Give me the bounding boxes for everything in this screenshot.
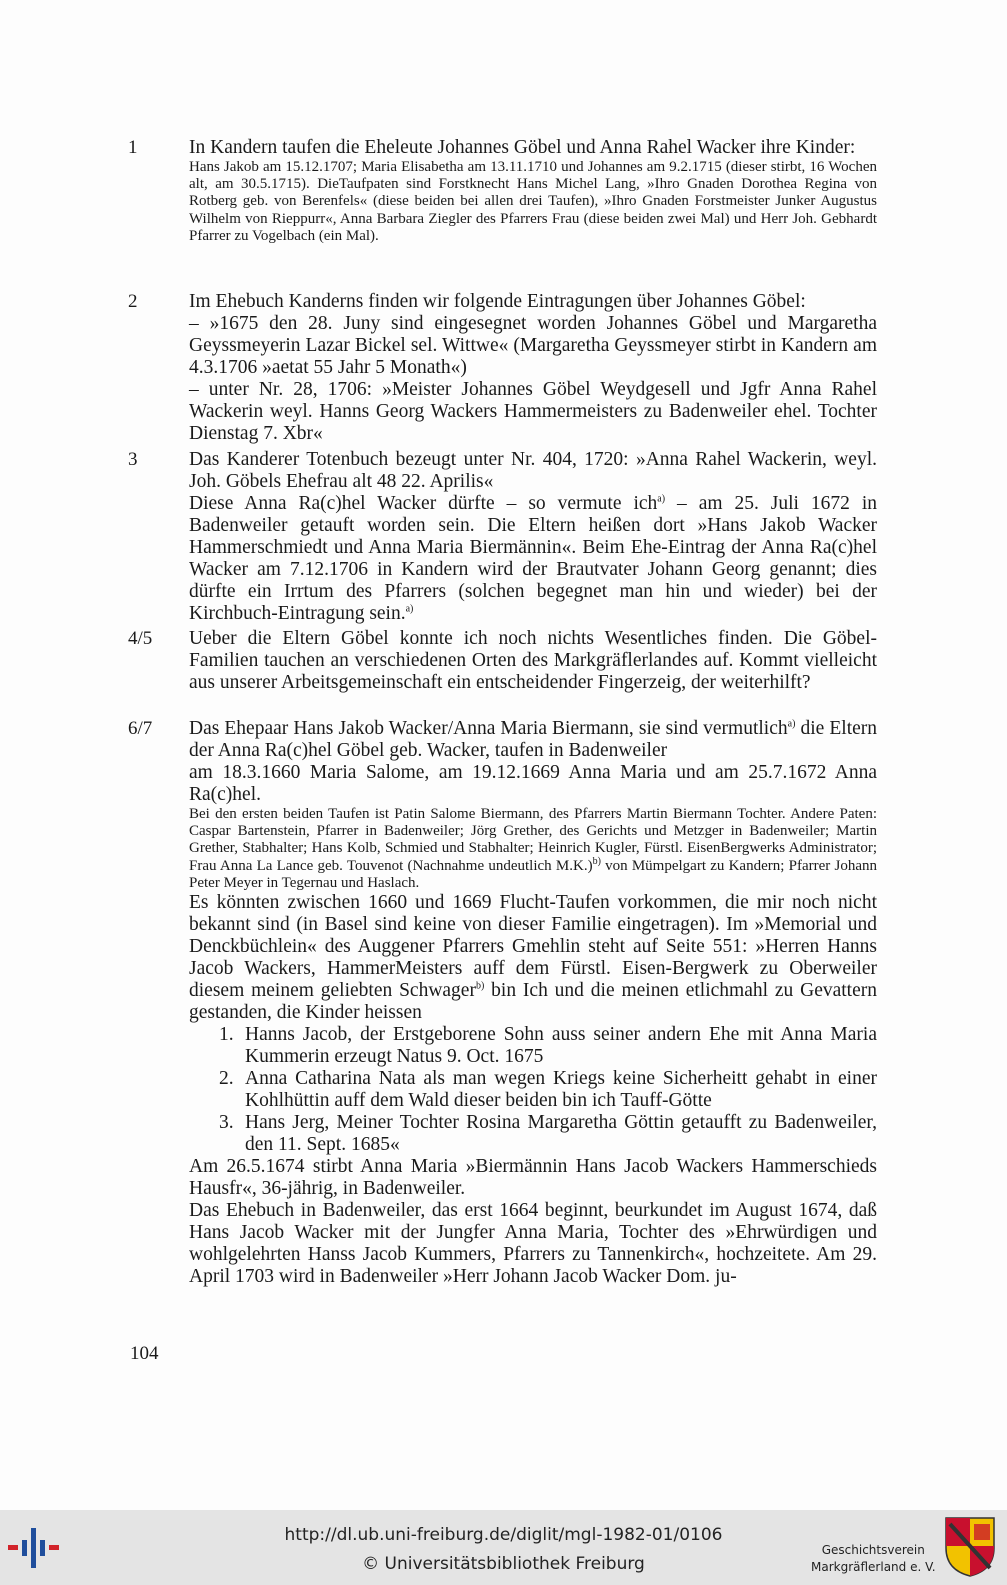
footnote-ref: b): [475, 980, 485, 992]
text-span: Bei den ersten beiden Taufen ist Patin Salome Biermann, des Pfarrers Martin Biermann Tochter. Andere Paten: Caspar Bartenstein, Pfarrer in Badenweiler; Jörg Grether, des Gerichts und Metzger in Badenweiler; Martin Grether, Stabhalter; Hans Kolb, Schmied und Stabhalter; Heinrich Kugler, Fürstl. EisenBergwerks Administrator; Frau Anna La Lance geb. Touvenot (Nachnahme undeutlich M.K.): [189, 806, 877, 874]
note-number: 2: [128, 291, 138, 312]
coat-of-arms-icon[interactable]: [944, 1516, 996, 1578]
list-item: [189, 1024, 877, 1068]
list-number: 2.: [219, 1068, 234, 1090]
society-line: Markgräflerland e. V.: [811, 1560, 936, 1574]
footer-bar: [0, 1510, 1007, 1585]
note-number: 6/7: [128, 718, 153, 739]
text-span: die Eltern der Anna Ra(c)hel Göbel geb. Wacker, taufen in Badenweiler: [189, 718, 878, 761]
note-text: Ueber die Eltern Göbel konnte ich noch nichts Wesentliches finden. Die Göbel-Familien tauchen an verschiedenen Orten des Markgräflerlandes auf. Kommt vielleicht aus unserer Arbeitsgemeinschaft ein entscheidender Fingerzeig, der weiterhilft?: [189, 628, 877, 693]
note-text: – unter Nr. 28, 1706: »Meister Johannes Göbel Weydgesell und Jgfr Anna Rahel Wackerin weyl. Hanns Georg Wackers Hammermeisters zu Badenweiler ehel. Tochter Dienstag 7. Xbr«: [189, 379, 877, 444]
note-text: Das Ehebuch in Badenweiler, das erst 1664 beginnt, beurkundet im August 1674, daß Hans Jacob Wacker mit der Jungfer Anna Maria, Tochter des »Ehrwürdigen und wohlgelehrten Hanss Jacob Kummers, Pfarrers zu Tannenkirch«, hochzeitete. Am 29. April 1703 wird in Badenweiler »Herr Johann Jacob Wacker Dom. ju-: [189, 1200, 877, 1288]
text-span: von Mümpelgart zu Kandern; Pfarrer Johann Peter Meyer in Tegernau und Haslach.: [189, 857, 877, 891]
note-text: [189, 493, 877, 625]
society-name: [811, 1542, 936, 1576]
text-span: Diese Anna Ra(c)hel Wacker dürfte – so vermute ich: [189, 493, 658, 514]
list-item: [189, 1112, 877, 1156]
note-detail: Hans Jakob am 15.12.1707; Maria Elisabetha am 13.11.1710 und Johannes am 9.2.1715 (dieser stirbt, 16 Wochen alt, am 30.5.1715). DieTaufpaten sind Forstknecht Hans Michel Lang, »Ihro Gnaden Dorothea Regina von Rotberg geb. von Berenfels« (diese beiden bei allen drei Taufen), »Ihro Gnaden Forstmeister Junker Augustus Wilhelm von Rieppurr«, Anna Barbara Ziegler des Pfarrers Frau (diese beiden zwei Mal) und Herr Joh. Gebhardt Pfarrer zu Vogelbach (ein Mal).: [189, 159, 877, 244]
copyright-text: © Universitätsbibliothek Freiburg: [362, 1554, 645, 1574]
society-line: Geschichtsverein: [821, 1543, 925, 1557]
list-text: Hanns Jacob, der Erstgeborene Sohn auss seiner andern Ehe mit Anna Maria Kummerin erzeugt Natus 9. Oct. 1675: [245, 1024, 877, 1068]
text-span: – am 25. Juli 1672 in Badenweiler getauft worden sein. Die Eltern heißen dort »Hans Jakob Wacker Hammerschmiedt und Anna Maria Biermännin«. Beim Ehe-Eintrag der Anna Ra(c)hel Wacker am 7.12.1706 in Kandern wird der Brautvater Johann Georg genannt; dies dürfte ein Irrtum des Pfarrers (solchen begegnet man hin und wieder) bei der Kirchbuch-Eintragung sein.: [189, 493, 877, 624]
footnote-ref: b): [592, 855, 601, 867]
text-span: Das Ehepaar Hans Jakob Wacker/Anna Maria Biermann, sie sind vermutlich: [189, 718, 788, 739]
list-number: 3.: [219, 1112, 234, 1134]
page-number: 104: [130, 1343, 159, 1364]
note-detail: [189, 806, 877, 892]
footnote-ref: a): [405, 603, 414, 615]
note-text: Im Ehebuch Kanderns finden wir folgende Eintragungen über Johannes Göbel:: [189, 291, 806, 312]
source-url-link[interactable]: http://dl.ub.uni-freiburg.de/diglit/mgl-1982-01/0106: [284, 1525, 723, 1545]
note-number: 3: [128, 449, 138, 470]
list-item: [189, 1068, 877, 1112]
note-text: [189, 718, 877, 762]
note-number: 4/5: [128, 628, 153, 649]
text-span: Es könnten zwischen 1660 und 1669 Flucht-Taufen vorkommen, die mir noch nicht bekannt sind (in Basel sind keine von dieser Familie eingetragen). Im »Memorial und Denckbüchlein« des Auggener Pfarrers Gmehlin steht auf Seite 551: »Herren Hanns Jacob Wackers, HammerMeisters auff dem Fürstl. Eisen-Bergwerk zu Oberweiler diesem meinem geliebten Schwager: [189, 892, 877, 1002]
children-list: [189, 1024, 877, 1156]
note-text: – »1675 den 28. Juny sind eingesegnet worden Johannes Göbel und Margaretha Geyssmeyerin Lazar Bickel sel. Wittwe« (Margaretha Geyssmeyer stirbt in Kandern am 4.3.1706 »aetat 55 Jahr 5 Monath«): [189, 313, 877, 378]
footnote-ref: a): [787, 718, 796, 730]
note-text: am 18.3.1660 Maria Salome, am 19.12.1669 Anna Maria und am 25.7.1672 Anna Ra(c)hel.: [189, 762, 877, 805]
list-text: Hans Jerg, Meiner Tochter Rosina Margaretha Göttin getaufft zu Badenweiler, den 11. Sept. 1685«: [245, 1112, 877, 1156]
note-text: [189, 892, 877, 1024]
list-number: 1.: [219, 1024, 234, 1046]
note-text: Am 26.5.1674 stirbt Anna Maria »Biermännin Hans Jacob Wackers Hammerschieds Hausfr«, 36-jährig, in Badenweiler.: [189, 1156, 877, 1200]
text-span: bin Ich und die meinen etlichmahl zu Gevattern gestanden, die Kinder heissen: [189, 980, 878, 1024]
note-text: Das Kanderer Totenbuch bezeugt unter Nr. 404, 1720: »Anna Rahel Wackerin, weyl. Joh. Göbels Ehefrau alt 48 22. Aprilis«: [189, 449, 877, 492]
note-text: In Kandern taufen die Eheleute Johannes Göbel und Anna Rahel Wacker ihre Kinder:: [189, 137, 856, 158]
note-number: 1: [128, 137, 138, 158]
list-text: Anna Catharina Nata als man wegen Kriegs keine Sicherheitt gehabt in einer Kohlhüttin auff dem Wald dieser beiden bin ich Tauff-Götte: [245, 1068, 877, 1112]
footnote-ref: a): [657, 493, 666, 505]
